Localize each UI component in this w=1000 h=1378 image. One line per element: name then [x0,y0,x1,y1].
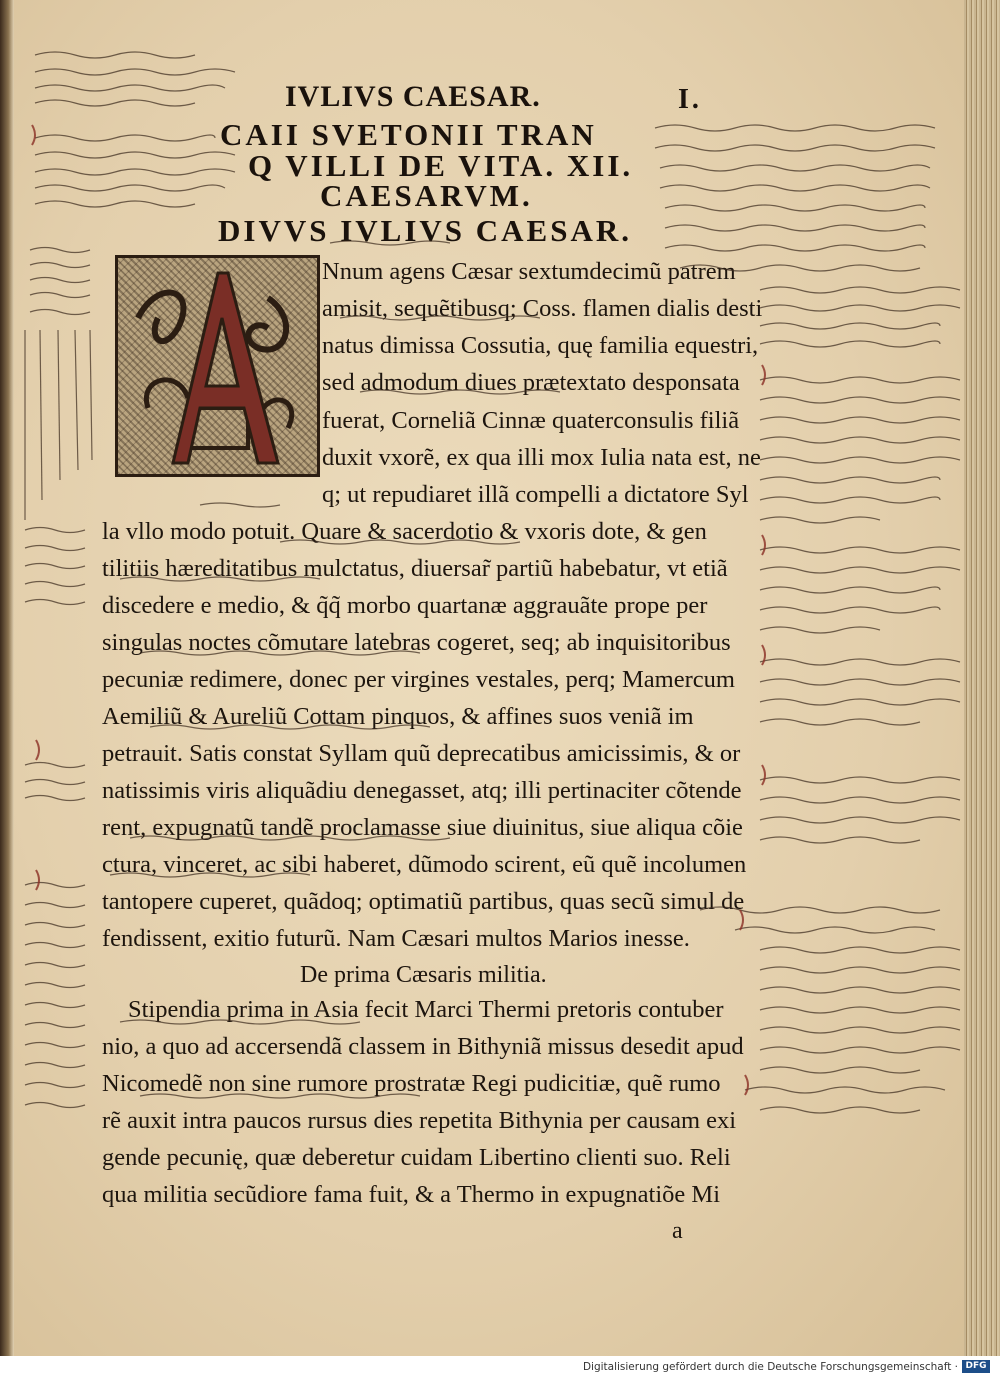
section-subheading: De prima Cæsaris militia. [300,962,547,988]
catchword: a [672,1218,683,1244]
text-line: pecuniæ redimere, donec per virgines vestales, perq; Mamercum [102,666,735,693]
footer-bar [0,1356,1000,1378]
text-line: Nicomedẽ non sine rumore prostratæ Regi pudicitiæ, quẽ rumo [102,1070,721,1097]
text-line: Nnum agens Cæsar sextumdecimũ patrem [322,258,736,285]
text-line: rẽ auxit intra paucos rursus dies repetita Bithynia per causam exi [102,1107,737,1134]
text-line: Stipendia prima in Asia fecit Marci Thermi pretoris contuber [128,996,724,1023]
text-line: petrauit. Satis constat Syllam quũ deprecatibus amicissimis, & or [102,740,741,767]
text-line: fendissent, exitio futurũ. Nam Cæsari multos Marios inesse. [102,925,690,952]
text-line: discedere e medio, & q̃q̃ morbo quartanæ aggrauãte prope per [102,592,708,619]
title-line-2: Q VILLI DE VITA. XII. [248,148,634,183]
text-line: nio, a quo ad accersendã classem in Bithyniã missus desedit apud [102,1033,744,1060]
text-line: rent, expugnatũ tandẽ proclamasse siue diuinitus, siue aliqua cõie [102,814,743,841]
running-head: IVLIVS CAESAR. [285,80,541,113]
text-line: q; ut repudiaret illã compelli a dictatore Syl [322,481,749,508]
funding-notice: Digitalisierung gefördert durch die Deutsche Forschungsgemeinschaft · [582,1361,958,1373]
folio-number: I. [678,84,702,115]
text-line: singulas noctes cõmutare latebras cogeret, seq; ab inquisitoribus [102,629,731,656]
text-line: tilitiis hæreditatibus mulctatus, diuersar̃ partiũ habebatur, vt etiã [102,555,728,582]
text-line: qua militia secũdiore fama fuit, & a Thermo in expugnatiõe Mi [102,1181,721,1208]
text-line: duxit vxorẽ, ex qua illi mox Iulia nata est, ne [322,444,761,471]
text-line: gende pecunię, quæ deberetur cuidam Libertino clienti suo. Reli [102,1144,731,1171]
text-line: natus dimissa Cossutia, quę familia equestri, [322,332,759,359]
text-line: tantopere cuperet, quãdoq; optimatiũ partibus, quas secũ simul de [102,888,745,915]
title-line-1: CAII SVETONII TRAN [220,117,597,152]
text-line: ctura, vinceret, ac sibi haberet, dũmodo scirent, eũ quẽ incolumen [102,851,747,878]
text-line: sed admodum diues prætextato desponsata [322,369,740,396]
title-line-4: DIVVS IVLIVS CAESAR. [218,213,633,248]
text-line: amisit, sequẽtibusq; Coss. flamen dialis desti [322,295,763,322]
text-line: Aemiliũ & Aureliũ Cottam pinquos, & affines suos veniã im [102,703,694,730]
title-line-3: CAESARVM. [320,178,533,213]
dfg-logo: DFG [962,1360,990,1373]
text-line: fuerat, Corneliã Cinnæ quaterconsulis filiã [322,407,740,434]
text-line: natissimis viris aliquãdiu denegasset, atq; illi pertinaciter cõtende [102,777,742,804]
text-line: la vllo modo potuit. Quare & sacerdotio & vxoris dote, & gen [102,518,707,545]
